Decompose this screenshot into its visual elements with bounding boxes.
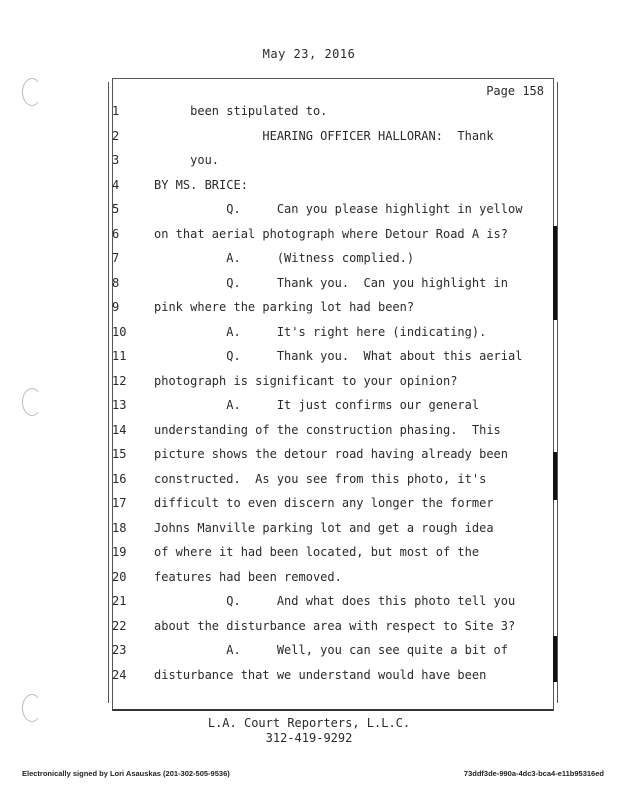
transcript-line [0,619,618,639]
line-text: A. It's right here (indicating). [154,324,487,339]
line-number: 4 [112,177,120,192]
line-number: 10 [112,324,127,339]
line-number: 9 [112,300,120,314]
line-text: features had been removed. [154,569,342,584]
line-number: 19 [112,545,127,559]
line-number: 16 [112,471,127,486]
document-id: 73ddf3de-990a-4dc3-bca4-e11b95316ed [463,769,604,778]
transcript-line [0,202,618,222]
margin-bar [553,452,557,500]
transcript-line [0,398,618,418]
line-number: 23 [112,643,127,657]
line-text: you. [154,153,220,167]
transcript-line [0,178,618,198]
transcript-line [0,227,618,247]
transcript-line [0,325,618,345]
line-text: disturbance that we understand would have been [154,667,487,682]
line-number: 24 [112,667,127,682]
line-text: A. It just confirms our general [154,398,480,412]
page-number: Page 158 [486,84,544,98]
line-text: A. Well, you can see quite a bit of [154,643,509,657]
line-number: 21 [112,594,127,608]
line-number: 11 [112,349,127,363]
line-number: 13 [112,398,127,412]
line-text: BY MS. BRICE: [154,177,248,192]
line-number: 18 [112,520,127,535]
transcript-line [0,104,618,124]
line-text: Q. Can you please highlight in yellow [154,202,523,216]
line-text: of where it had been located, but most of the [154,545,480,559]
transcript-line [0,276,618,296]
margin-bar [553,226,557,320]
transcript-line [0,594,618,614]
line-number: 5 [112,202,120,216]
transcript-line [0,153,618,173]
line-number: 8 [112,275,120,290]
line-number: 6 [112,226,120,241]
line-text: pink where the parking lot had been? [154,300,415,314]
line-text: picture shows the detour road having already been [154,447,509,461]
line-text: Q. Thank you. Can you highlight in [154,275,509,290]
margin-bar [553,636,557,682]
punch-hole-top [22,78,42,106]
line-number: 22 [112,618,127,633]
line-number: 17 [112,496,127,510]
transcript-date: May 23, 2016 [262,47,356,61]
line-text: been stipulated to. [154,104,328,118]
transcript-line [0,251,618,271]
transcript-line [0,570,618,590]
line-text: about the disturbance area with respect to Site 3? [154,618,516,633]
line-text: difficult to even discern any longer the former [154,496,494,510]
line-text: A. (Witness complied.) [154,251,415,265]
reporter-phone: 312-419-9292 [265,731,353,745]
line-text: on that aerial photograph where Detour Road A is? [154,226,509,241]
transcript-line [0,300,618,320]
line-text: constructed. As you see from this photo, it's [154,471,487,486]
transcript-line [0,129,618,149]
transcript-line [0,643,618,663]
line-text: photograph is significant to your opinion? [154,373,458,388]
transcript-line [0,447,618,467]
transcript-line [0,521,618,541]
line-text: Q. Thank you. What about this aerial [154,349,523,363]
reporter-company: L.A. Court Reporters, L.L.C. [207,716,411,730]
line-number: 2 [112,128,120,143]
line-number: 1 [112,104,120,118]
transcript-line [0,668,618,688]
transcript-line [0,423,618,443]
line-text: Johns Manville parking lot and get a rough idea [154,520,494,535]
line-text: understanding of the construction phasing. This [154,422,501,437]
transcript-line [0,496,618,516]
transcript-line [0,374,618,394]
transcript-line [0,349,618,369]
line-text: HEARING OFFICER HALLORAN: Thank [154,128,494,143]
electronic-signature: Electronically signed by Lori Asauskas (201-302-505-9536) [22,769,230,778]
transcript-line [0,472,618,492]
line-number: 7 [112,251,120,265]
transcript-line [0,545,618,565]
line-number: 14 [112,422,127,437]
line-number: 12 [112,373,127,388]
line-text: Q. And what does this photo tell you [154,594,516,608]
line-number: 15 [112,447,127,461]
line-number: 20 [112,569,127,584]
line-number: 3 [112,153,120,167]
